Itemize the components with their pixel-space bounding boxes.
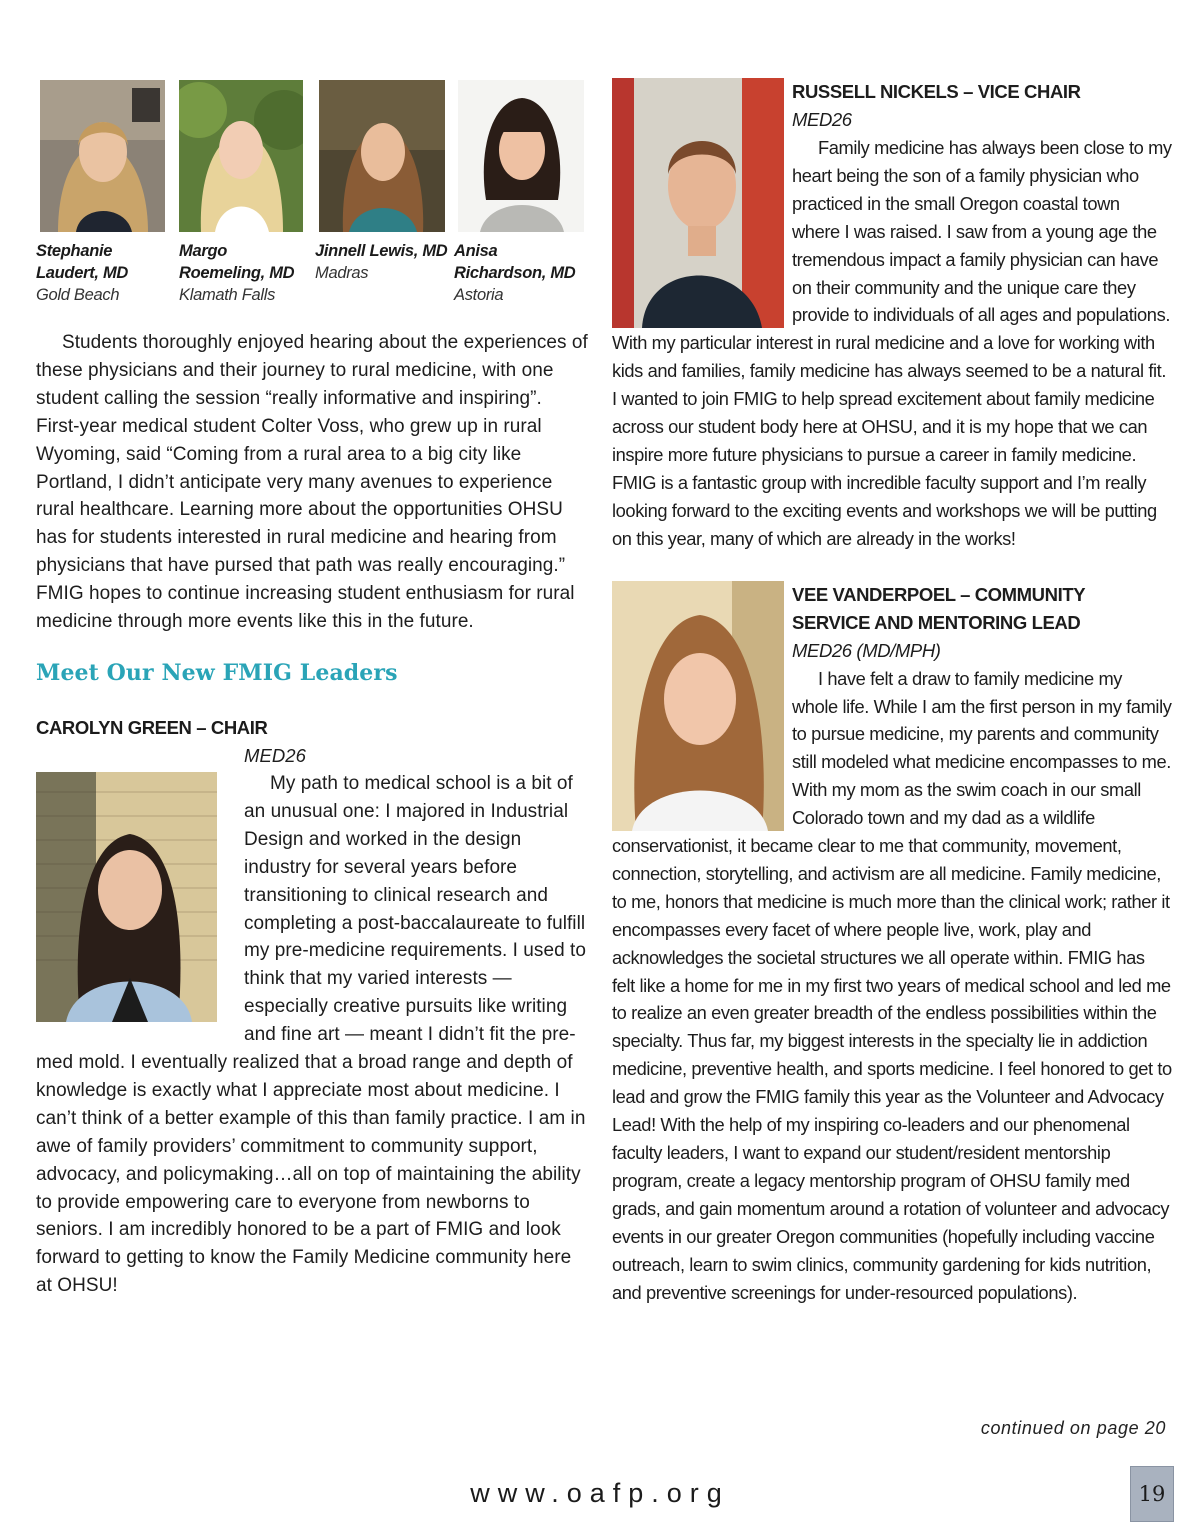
carolyn-paragraph: My path to medical school is a bit of an unusual one: I majored in Industrial Design and worked in the design industry for several years before transitioning to clinical research and completing a post-baccalaureate to fulfill my pre-medicine requirements. I used to think that my varied interests — especially creative pursuits like writing and fine art — meant I didn’t fit the pre-med mold. I eventually realized that a broad range and depth of knowledge is exactly what I appreciate most about medicine. I can’t think of a better example of this than family practice. I am in awe of family providers’ commitment to community support, advocacy, and policymaking…all on top of maintaining the ability to provide empowering care to everyone from newborns to seniors. I am incredibly honored to be a part of FMIG and look forward to getting to know the Family Medicine community here at OHSU! — [36, 772, 586, 1297]
caption-margo — [179, 240, 294, 306]
physician-town: Madras — [315, 264, 369, 282]
physician-name: Anisa — [454, 242, 498, 260]
leader-title-vee: VEE VANDERPOEL – COMMUNITY — [792, 583, 1086, 605]
section-title: Meet Our New FMIG Leaders — [36, 659, 398, 686]
continued-note: continued on page 20 — [980, 1418, 1166, 1438]
photo-vee — [612, 581, 784, 831]
left-column — [36, 80, 590, 1300]
russell-block — [612, 78, 1172, 553]
photo-russell — [612, 78, 784, 328]
physician-name: Margo — [179, 242, 228, 260]
vee-paragraph: I have felt a draw to family medicine my whole life. While I am the first person in my family to pursue medicine, my parents and community still modeled what medicine encompasses to me. With my mom as the swim coach in our small Colorado town and my dad as a wildlife conservationist, it became clear to me that community, movement, connection, storytelling, and activism are all medicine. Family medicine, to me, honors that medicine is much more than the clinical work; rather it encompasses every facet of where people live, work, play and acknowledges the societal structures we all operate within. FMIG has felt like a home for me in my first two years of medical school and led me to realize an even greater breadth of the endless possibilities within the specialty. Thus far, my biggest interests in the specialty lie in addiction medicine, preventive health, and sports medicine. I feel honored to get to lead and grow the FMIG family this year as the Volunteer and Advocacy Lead! With the help of my inspiring co-leaders and our phenomenal faculty leaders, I want to expand our student/resident mentorship program, create a legacy mentorship program of OHSU family med grads, and gain momentum around a rotation of volunteer and advocacy events in our greater Oregon communities (hopefully including vaccine outreach, learn to swim clinics, community gardening for kids nutrition, and preventive screenings for under-resourced populations). — [612, 667, 1172, 1303]
photo-anisa — [458, 80, 584, 232]
photo-stephanie — [40, 80, 165, 232]
photo-margo — [179, 80, 303, 232]
caption-stephanie — [36, 240, 128, 306]
physician-name: Richardson, MD — [454, 264, 576, 282]
leader-title-vee-line2: SERVICE AND MENTORING LEAD — [792, 611, 1081, 633]
leader-title-carolyn: CAROLYN GREEN – CHAIR — [36, 716, 268, 738]
physician-town: Astoria — [454, 286, 504, 304]
physician-name: Jinnell Lewis, MD — [315, 242, 448, 260]
carolyn-block — [36, 742, 590, 1300]
intro-text-block — [36, 329, 590, 636]
page-number: 19 — [1138, 1482, 1166, 1506]
physician-town: Klamath Falls — [179, 286, 276, 304]
intro-paragraph: Students thoroughly enjoyed hearing about the experiences of these physicians and their journey to rural medicine, with one student calling the session “really informative and inspiring”. First-year medical student Colter Voss, who grew up in rural Wyoming, said “Coming from a rural area to a big city like Portland, I didn’t anticipate very many avenues to experience rural healthcare. Learning more about the opportunities OHSU has for students interested in rural medicine and hearing from physicians that have pursed that path was really encouraging.” FMIG hopes to continue increasing student enthusiasm for rural medicine through more events like this in the future. — [36, 332, 588, 633]
russell-paragraph: Family medicine has always been close to my heart being the son of a family physician who practiced in the small Oregon coastal town where I was raised. I saw from a young age the tremendous impact a family physician can have on their community and the unique care they provide to individuals of all ages and populations. With my particular interest in rural medicine and a love for working with kids and families, family medicine has always seemed to be a natural fit. I wanted to join FMIG to help spread excitement about family medicine across our student body here at OHSU, and it is my hope that we can inspire more future physicians to pursue a career in family medicine. FMIG is a fantastic group with incredible faculty support and I’m really looking forward to the exciting events and workshops we will be putting on this year, many of which are already in the works! — [612, 137, 1172, 549]
caption-jinnell — [315, 240, 447, 284]
leader-class-russell: MED26 — [792, 109, 852, 130]
vee-block — [612, 581, 1172, 1307]
page-number-badge — [1130, 1466, 1174, 1522]
physician-name: Roemeling, MD — [179, 264, 295, 282]
right-column — [612, 72, 1172, 1306]
physician-name: Laudert, MD — [36, 264, 129, 282]
footer-url[interactable]: www.oafp.org — [470, 1478, 730, 1508]
physician-photo-row — [36, 80, 590, 312]
photo-jinnell — [319, 80, 445, 232]
physician-town: Gold Beach — [36, 286, 120, 304]
photo-carolyn — [36, 772, 217, 1022]
caption-anisa — [454, 240, 575, 306]
physician-name: Stephanie — [36, 242, 113, 260]
leader-class-carolyn: MED26 — [244, 744, 306, 766]
leader-class-vee: MED26 (MD/MPH) — [792, 639, 941, 661]
leader-title-russell: RUSSELL NICKELS – VICE CHAIR — [792, 81, 1081, 102]
